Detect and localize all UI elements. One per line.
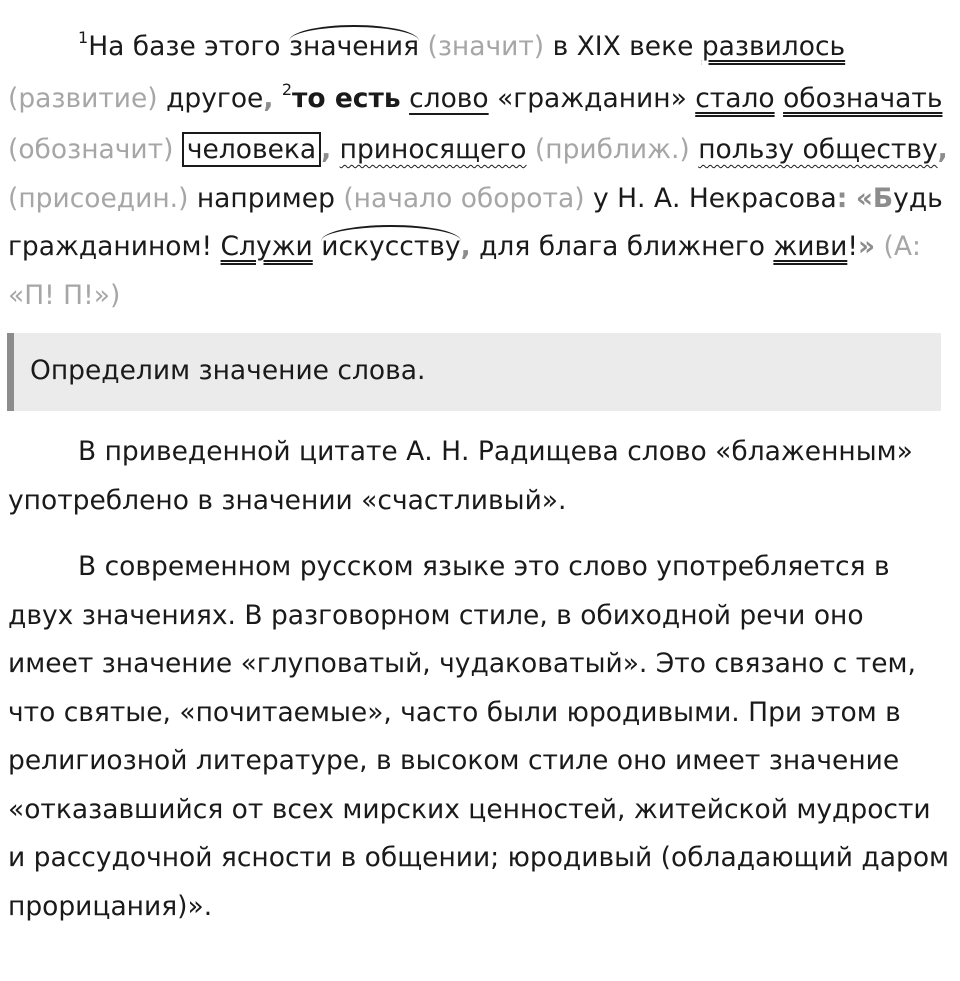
word-to-est: то есть <box>292 82 401 114</box>
colon-mark: : <box>836 182 848 214</box>
predicate-stalo: стало <box>695 82 775 114</box>
comma-mark: , <box>263 82 274 114</box>
note-nachalo-oborota: (начало оборота) <box>343 182 585 214</box>
comma-mark: , <box>321 134 332 165</box>
note-znachit: (значит) <box>427 31 545 62</box>
note-priblizh: (приближ.) <box>534 134 690 165</box>
predicate-zhivi: живи <box>773 231 848 262</box>
subject-slovo: слово <box>409 82 489 114</box>
note-scheme: (А: «П! П!») <box>8 231 921 311</box>
predicate-sluzhi: Служи <box>220 231 313 262</box>
comma-mark: , <box>460 231 471 262</box>
predicate-oboznachat: обозначать <box>783 82 943 114</box>
note-oboznachit: (обозначит) <box>8 134 174 165</box>
note-razvitie: (развитие) <box>8 82 158 114</box>
analysis-paragraph: $^1$На базе этого значения (значит) в XIX веке развилось (развитие) другое, $^2$то есть слово «гражданин» стало обозначать (обозначит) человека , приносящего (приближ.) пользу обществу, (присоедин.) например (начало оборота) у Н. А. Некрасова: «Будь гражданином! Служи искусству, для блага ближнего живи!» (А: «П! П!») <box>8 23 953 320</box>
note-prisoedin: (присоедин.) <box>8 182 189 214</box>
comma-mark: , <box>937 134 948 165</box>
quote-open-mark: «Б <box>855 182 894 214</box>
clause-number-1: 1 <box>78 28 89 47</box>
word-cheloveka: человека <box>182 132 321 167</box>
callout-box <box>7 333 941 411</box>
word-znacheniya: значения <box>289 23 419 72</box>
paragraph-text: В современном русском языке это слово употребляется в двух значениях. В разговорном стиле, в обиходной речи оно имеет значение «глуповатый, чудаковатый». Это связано с тем, что святые, «почитаемые», часто были юродивыми. При этом в религиозной литературе, в высоком стиле оно имеет значение «отказавшийся от всех мирских ценностей, житейской мудрости и рассудочной ясности в общении; юродивый (обладающий даром прорицания)». <box>8 551 950 922</box>
word-iskusstvu: искусству <box>321 223 460 272</box>
quote-close-mark: » <box>857 231 876 262</box>
clause-number-2: 2 <box>281 79 293 99</box>
phrase-polzu-obshchestvu: пользу обществу <box>698 134 938 165</box>
paragraph-modern-meanings <box>8 543 953 931</box>
participle-prinosyashchego: приносящего <box>339 134 527 165</box>
predicate-razvilos: развилось <box>701 31 846 62</box>
callout-text: Определим значение слова. <box>30 355 426 386</box>
paragraph-meaning-context <box>8 428 953 525</box>
paragraph-text: В приведенной цитате А. Н. Радищева слово «блаженным» употреблено в значении «счастливый». <box>8 436 913 516</box>
